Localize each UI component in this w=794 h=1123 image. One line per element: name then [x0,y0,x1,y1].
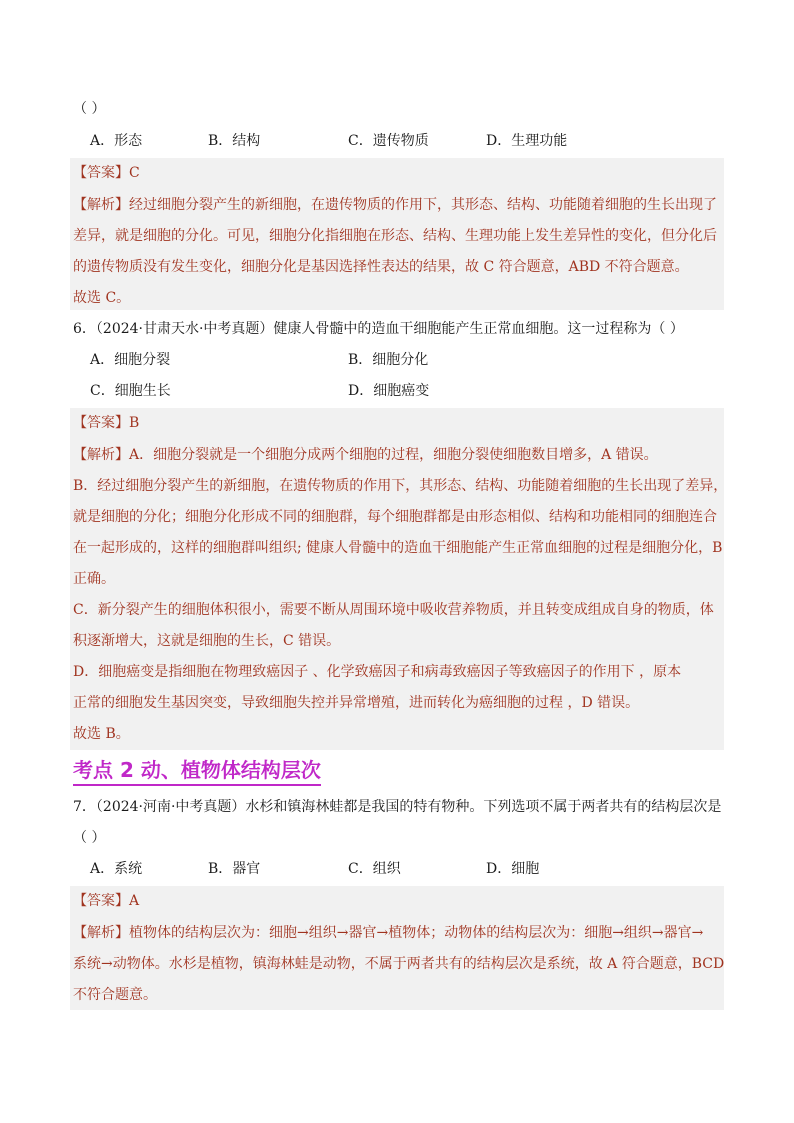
q7-analysis-line-1 [73,922,703,944]
answer-tag: 【答案】 [73,165,129,181]
q5-analysis-line-1 [73,194,717,216]
q5-option-d: D．生理功能 [486,133,568,149]
q7-answer-line [73,890,139,912]
q6-analysis-line-2: B．经过细胞分裂产生的新细胞，在遗传物质的作用下，其形态、结构、功能随着细胞的生长出现了差异， [73,478,728,494]
q7-stem: 7．（2024·河南·中考真题）水杉和镇海林蛙都是我国的特有物种。下列选项不属于两者共有的结构层次是 [73,799,722,815]
q7-option-d: D．细胞 [486,861,540,877]
q5-option-b: B．结构 [208,133,261,149]
q6-analysis-line-4: 在一起形成的，这样的细胞群叫组织; 健康人骨髓中的造血干细胞能产生正常血细胞的过程是细胞分化，B [73,540,723,556]
q6-option-d: D．细胞癌变 [348,383,430,399]
analysis-text: 经过细胞分裂产生的新细胞，在遗传物质的作用下，其形态、结构、功能随着细胞的生长出现了 [129,197,717,213]
answer-value: B [129,415,140,431]
section-heading: 考点 2 动、植物体结构层次 [73,756,321,786]
q7-answer-box [70,886,724,1010]
q6-analysis-line-7: 积逐渐增大，这就是细胞的生长，C 错误。 [73,633,341,649]
analysis-tag: 【解析】 [73,925,129,941]
q7-option-b: B．器官 [208,861,261,877]
q5-option-c: C．遗传物质 [348,133,429,149]
q5-analysis-line-4: 故选 C。 [73,290,131,306]
q6-analysis-line-6: C．新分裂产生的细胞体积很小，需要不断从周围环境中吸收营养物质，并且转变成组成自身的物质，体 [73,602,714,618]
q7-analysis-line-2: 系统→动物体。水杉是植物，镇海林蛙是动物，不属于两者共有的结构层次是系统，故 A 符合题意，BCD [73,956,725,972]
answer-tag: 【答案】 [73,893,129,909]
q7-option-c: C．组织 [348,861,401,877]
q6-stem: 6．（2024·甘肃天水·中考真题）健康人骨髓中的造血干细胞能产生正常血细胞。这一过程称为（ ） [73,321,684,337]
answer-tag: 【答案】 [73,415,129,431]
q6-option-c: C．细胞生长 [90,383,171,399]
q6-option-b: B．细胞分化 [348,352,429,368]
q6-analysis-line-9: 正常的细胞发生基因突变，导致细胞失控并异常增殖，进而转化为癌细胞的过程 ，D 错误。 [73,695,640,711]
q5-answer-box [70,158,724,310]
q5-answer-line [73,162,140,184]
q6-answer-line [73,412,139,434]
analysis-text: 植物体的结构层次为：细胞→组织→器官→植物体；动物体的结构层次为：细胞→组织→器官→ [129,925,704,941]
q6-answer-box [70,408,728,750]
q5-answer-bracket: （ ） [73,101,106,117]
q7-answer-bracket: （ ） [73,830,106,846]
answer-value: C [129,165,140,181]
analysis-tag: 【解析】 [73,197,129,213]
q6-option-a: A．细胞分裂 [90,352,171,368]
q7-analysis-line-3: 不符合题意。 [73,987,157,1003]
q7-option-a: A．系统 [90,861,143,877]
q6-analysis-line-1 [73,444,658,466]
q5-analysis-line-2: 差异，就是细胞的分化。可见，细胞分化指细胞在形态、结构、生理功能上发生差异性的变化，但分化后 [73,228,717,244]
q6-analysis-line-8: D．细胞癌变是指细胞在物理致癌因子 、化学致癌因子和病毒致癌因子等致癌因子的作用下 ，原本 [73,664,682,680]
answer-value: A [129,893,140,909]
q5-analysis-line-3: 的遗传物质没有发生变化，细胞分化是基因选择性表达的结果，故 C 符合题意，ABD 不符合题意。 [73,259,689,275]
analysis-text: A．细胞分裂就是一个细胞分成两个细胞的过程，细胞分裂使细胞数目增多，A 错误。 [129,447,658,463]
q6-analysis-line-3: 就是细胞的分化；细胞分化形成不同的细胞群，每个细胞群都是由形态相似、结构和功能相同的细胞连合 [73,509,717,525]
q6-analysis-line-10: 故选 B。 [73,726,130,742]
q6-analysis-line-5: 正确。 [73,571,115,587]
analysis-tag: 【解析】 [73,447,129,463]
q5-option-a: A．形态 [90,133,143,149]
